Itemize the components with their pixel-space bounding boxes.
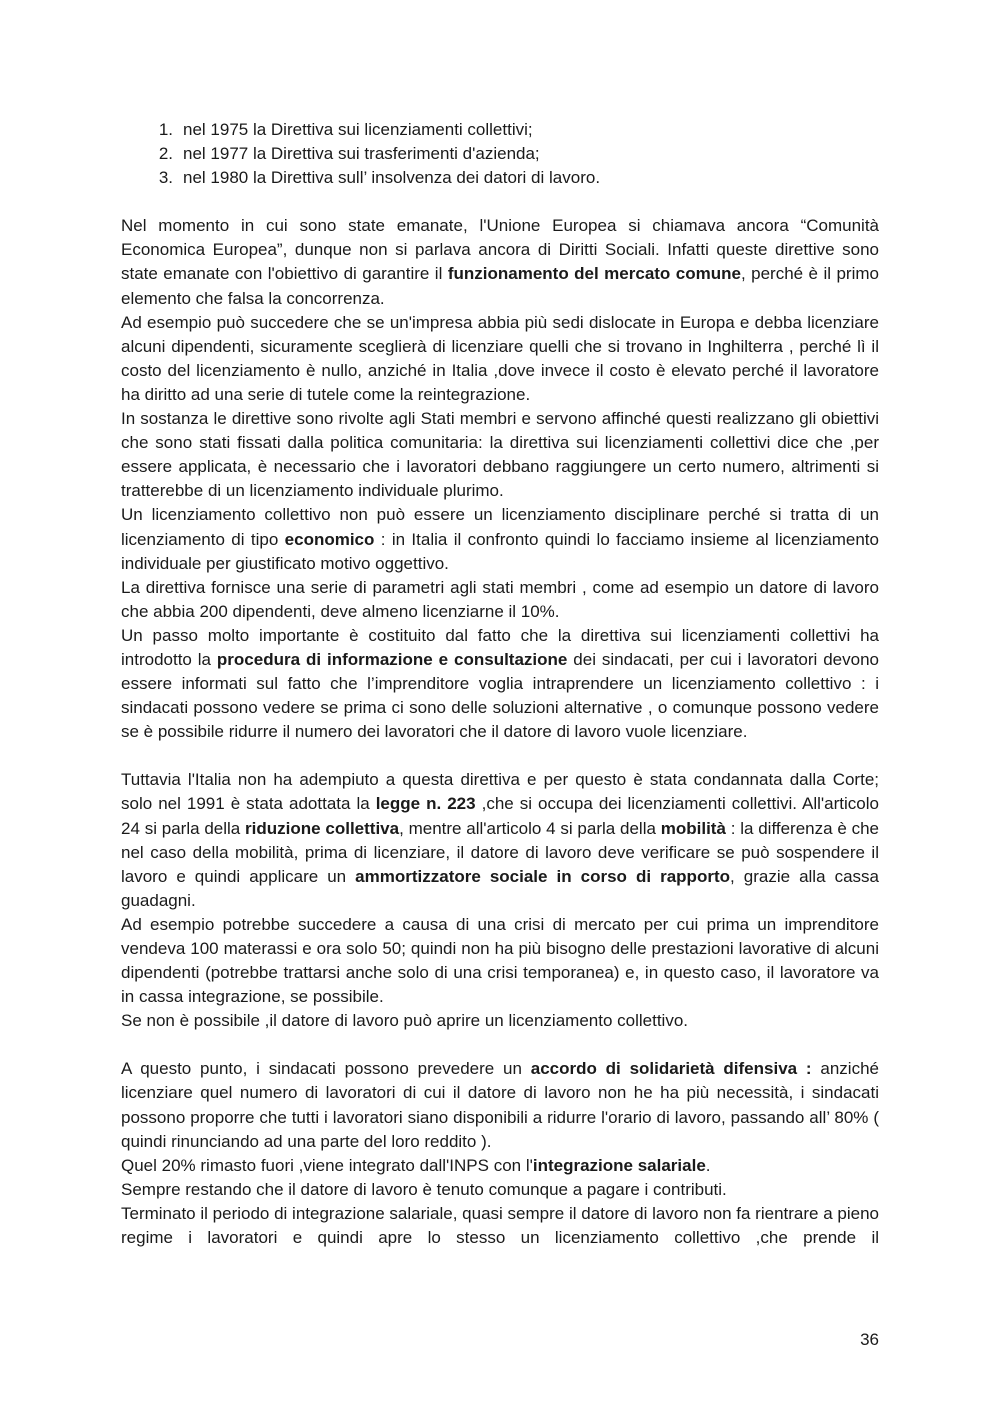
- paragraph: [121, 576, 879, 624]
- list-item-text: nel 1980 la Direttiva sull’ insolvenza dei datori di lavoro.: [183, 168, 601, 188]
- paragraph: [121, 1202, 879, 1250]
- paragraphs: [121, 214, 879, 1250]
- text-run: Se non è possibile ,il datore di lavoro può aprire un licenziamento collettivo.: [121, 1011, 688, 1031]
- page-number: 36: [860, 1330, 879, 1349]
- text-run: Terminato il periodo di integrazione salariale, quasi sempre il datore di lavoro non fa rientrare a pieno regime i lavoratori e quindi apre lo stesso un licenziamento collettivo ,che prende il: [121, 1203, 879, 1248]
- bold-term: ammortizzatore sociale in corso di rapporto: [355, 866, 730, 886]
- paragraph: [121, 624, 879, 744]
- list-item: [121, 118, 879, 142]
- bold-term: economico: [284, 529, 375, 549]
- text-run: ,che si occupa dei licenziamenti collettivi. All'articolo 24 si parla della: [121, 794, 879, 838]
- text-run: Nel momento in cui sono state emanate, l'Unione Europea si chiamava ancora “Comunità Economica Europea”, dunque non si parlava ancora di Diritti Sociali. Infatti queste direttive sono state emanate con l'obiettivo di garantire il: [121, 216, 879, 284]
- paragraph: [121, 1057, 879, 1153]
- bold-term: integrazione salariale: [532, 1155, 706, 1175]
- paragraph: [121, 503, 879, 575]
- list-item-text: nel 1975 la Direttiva sui licenziamenti collettivi;: [183, 120, 533, 139]
- list-item-text: nel 1977 la Direttiva sui trasferimenti d'azienda;: [183, 144, 540, 164]
- text-run: Quel 20% rimasto fuori ,viene integrato dall'INPS con l': [121, 1155, 533, 1175]
- bold-term: accordo di solidarietà difensiva :: [530, 1059, 812, 1079]
- page-body: [121, 118, 879, 1250]
- text-run: Ad esempio può succedere che se un'impresa abbia più sedi dislocate in Europa e debba licenziare alcuni dipendenti, sicuramente sceglierà di licenziare quelli che si trovano in Inghilterra , perché lì il costo del licenziamento è nullo, anziché in Italia ,dove invece il costo è elevato perché il lavoratore ha diritto ad una serie di tutele come la reintegrazione.: [121, 312, 879, 404]
- bold-term: riduzione collettiva: [245, 818, 400, 838]
- list-item: [121, 142, 879, 166]
- text-run: Tuttavia l'Italia non ha adempiuto a questa direttiva e per questo è stata condannata dalla Corte; solo nel 1991 è stata adottata la: [121, 770, 879, 814]
- text-run: , grazie alla cassa guadagni.: [121, 866, 879, 910]
- bold-term: funzionamento del mercato comune: [447, 264, 741, 284]
- paragraph: [121, 1178, 879, 1202]
- paragraph: [121, 1154, 879, 1178]
- text-run: La direttiva fornisce una serie di parametri agli stati membri , come ad esempio un datore di lavoro che abbia 200 dipendenti, deve almeno licenziarne il 10%.: [121, 577, 879, 621]
- bold-term: procedura di informazione e consultazione: [216, 649, 568, 669]
- text-run: In sostanza le direttive sono rivolte agli Stati membri e servono affinché questi realizzano gli obiettivi che sono stati fissati dalla politica comunitaria: la direttiva sui licenziamenti collettivi dice che ,per essere applicata, è necessario che i lavoratori debbano raggiungere un certo numero, altrimenti si tratterebbe di un licenziamento individuale plurimo.: [121, 409, 879, 501]
- text-run: , mentre all'articolo 4 si parla della: [399, 818, 661, 838]
- text-run: , perché è il primo elemento che falsa la concorrenza.: [121, 264, 879, 308]
- text-run: : la differenza è che nel caso della mobilità, prima di licenziare, il datore di lavoro deve verificare se può sospendere il lavoro e quindi applicare un: [121, 818, 879, 886]
- paragraph: [121, 311, 879, 407]
- text-run: Ad esempio potrebbe succedere a causa di una crisi di mercato per cui prima un imprenditore vendeva 100 materassi e ora solo 50; quindi non ha più bisogno delle prestazioni lavorative di alcuni dipendenti (potrebbe trattarsi anche solo di una crisi temporanea) e, in questo caso, il lavoratore va in cassa integrazione, se possibile.: [121, 914, 879, 1007]
- list-item-number: 2.: [158, 144, 173, 164]
- paragraph: [121, 1009, 879, 1033]
- list-item: [121, 166, 879, 190]
- bold-term: mobilità: [660, 818, 726, 838]
- paragraph: [121, 913, 879, 1009]
- paragraph: [121, 407, 879, 503]
- paragraph: [121, 214, 879, 310]
- text-run: Sempre restando che il datore di lavoro è tenuto comunque a pagare i contributi.: [121, 1179, 727, 1199]
- text-run: : in Italia il confronto quindi lo facciamo insieme al licenziamento individuale per giustificato motivo oggettivo.: [121, 529, 879, 573]
- text-run: dei sindacati, per cui i lavoratori devono essere informati sul fatto che l’imprenditore voglia intraprendere un licenziamento collettivo : i sindacati possono vedere se prima ci sono delle soluzioni alternative , o comunque possono vedere se è possibile ridurre il numero dei lavoratori che il datore di lavoro vuole licenziare.: [121, 649, 879, 742]
- paragraph: [121, 768, 879, 913]
- bold-term: legge n. 223: [375, 794, 476, 814]
- text-run: Un licenziamento collettivo non può essere un licenziamento disciplinare perché si tratta di un licenziamento di tipo: [121, 505, 879, 549]
- list-item-number: 1.: [158, 120, 173, 139]
- text-run: Un passo molto importante è costituito dal fatto che la direttiva sui licenziamenti collettivi ha introdotto la: [121, 625, 879, 669]
- directives-list: [121, 118, 879, 190]
- text-run: .: [705, 1155, 711, 1175]
- list-item-number: 3.: [158, 168, 173, 188]
- text-run: anziché licenziare quel numero di lavoratori di cui il datore di lavoro non he ha più necessità, i sindacati possono proporre che tutti i lavoratori siano disponibili a ridurre l'orario di lavoro, passando all’ 80% ( quindi rinunciando ad una parte del loro reddito ).: [121, 1059, 879, 1151]
- text-run: A questo punto, i sindacati possono prevedere un: [121, 1059, 531, 1079]
